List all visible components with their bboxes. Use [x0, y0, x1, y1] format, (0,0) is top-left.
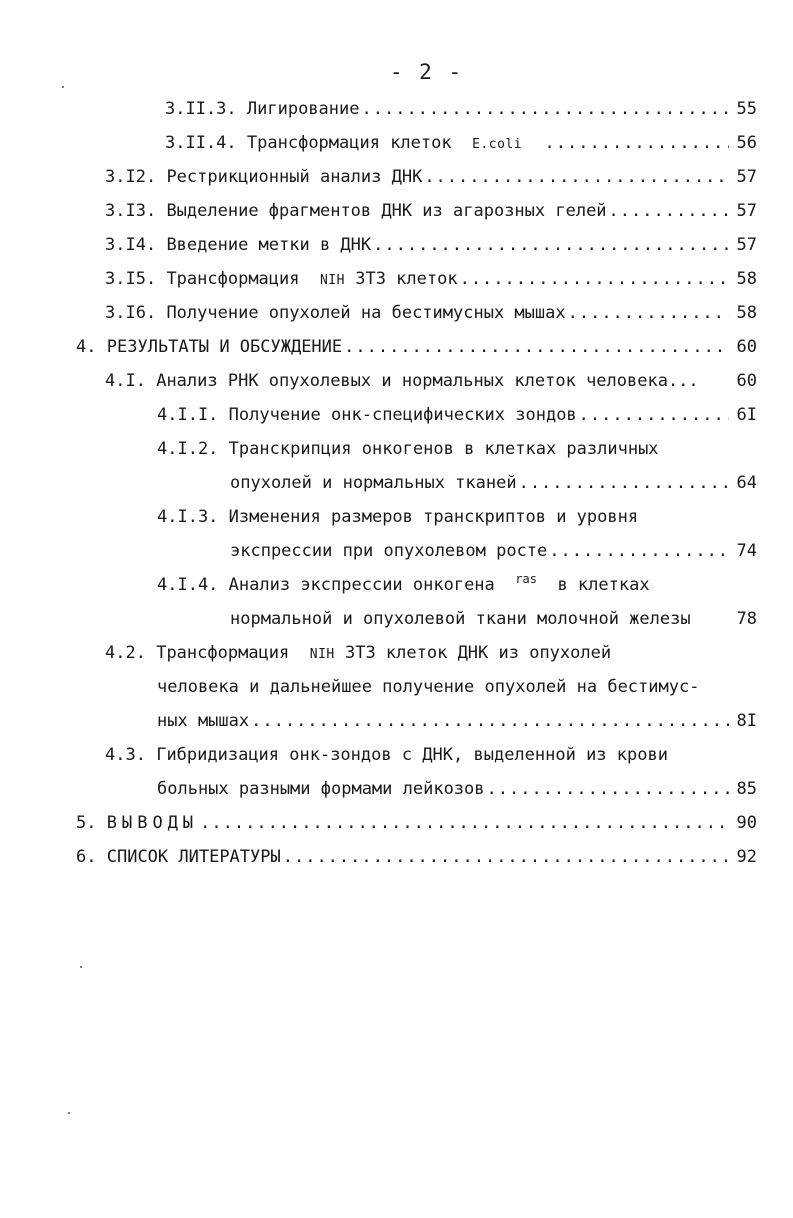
toc-entry [105, 160, 757, 194]
toc-entry [76, 840, 757, 874]
toc-leader [519, 466, 729, 500]
toc-title: ВЫВОДЫ [106, 813, 199, 833]
toc-title-cellline: NIH [309, 647, 335, 662]
toc-leader [344, 330, 728, 364]
toc-entry [76, 330, 757, 364]
toc-entry [105, 296, 757, 330]
toc-entry [157, 432, 757, 466]
toc-number: 4.I. [105, 371, 146, 391]
toc-title: Анализ РНК опухолевых и нормальных клеток человека... [156, 371, 699, 391]
toc-page: 78 [736, 609, 757, 629]
toc-number: 4.3. [105, 745, 146, 765]
scan-speck [62, 86, 64, 88]
toc-page: 74 [736, 541, 757, 561]
toc-title: Трансформация [156, 643, 290, 663]
toc-title: Трансформация клеток [246, 133, 452, 153]
toc-page: 90 [736, 813, 757, 833]
toc-number: 3.I3. [105, 201, 157, 221]
toc-page: 57 [736, 167, 757, 187]
toc-title: Транскрипция онкогенов в клетках различных [228, 439, 659, 459]
toc-title: СПИСОК ЛИТЕРАТУРЫ [106, 847, 281, 867]
toc-title: Изменения размеров транскриптов и уровня [228, 507, 639, 527]
toc-title-suffix: 3T3 клеток [355, 269, 458, 289]
toc-number: 3.I2. [105, 167, 157, 187]
toc-entry [76, 806, 757, 840]
toc-title: Получение опухолей на бестимусных мышах [166, 303, 566, 323]
toc-entry-continuation [157, 704, 757, 738]
toc-title-continuation: опухолей и нормальных тканей [230, 473, 517, 493]
toc-leader [283, 840, 729, 874]
toc-number: 4.2. [105, 643, 146, 663]
toc-number: 5. [76, 813, 97, 833]
toc-number: 6. [76, 847, 97, 867]
toc-title-continuation: ных мышах [157, 711, 250, 731]
toc-leader [609, 194, 729, 228]
toc-entry [165, 126, 757, 160]
toc-leader [373, 228, 728, 262]
toc-page: 60 [736, 337, 757, 357]
toc-title: Трансформация [166, 269, 300, 289]
toc-title-suffix: в клетках [557, 575, 650, 595]
toc-leader [424, 160, 728, 194]
toc-entry [157, 568, 757, 602]
toc-leader [549, 534, 728, 568]
toc-leader [362, 92, 729, 126]
toc-title: Анализ экспрессии онкогена [228, 575, 495, 595]
toc-entry [105, 738, 757, 772]
toc-title-continuation: нормальной и опухолевой ткани молочной железы [230, 609, 691, 629]
toc-page: 58 [736, 303, 757, 323]
toc-number: 3.I6. [105, 303, 157, 323]
toc-title: Гибридизация онк-зондов с ДНК, выделенной из крови [156, 745, 668, 765]
toc-page: 57 [736, 235, 757, 255]
scan-speck [80, 966, 82, 968]
toc-page: 85 [736, 779, 757, 799]
toc-page: 92 [736, 847, 757, 867]
toc-page: 55 [736, 99, 757, 119]
toc-title: Введение метки в ДНК [166, 235, 372, 255]
toc-title: Выделение фрагментов ДНК из агарозных гелей [166, 201, 607, 221]
toc-leader [545, 126, 729, 160]
toc-leader [251, 704, 728, 738]
toc-page: 58 [736, 269, 757, 289]
toc-title-species: E.coli [472, 137, 523, 152]
toc-leader [460, 262, 729, 296]
toc-number: 3.I4. [105, 235, 157, 255]
toc-entry-continuation [157, 772, 757, 806]
toc-entry-continuation [230, 602, 757, 636]
toc-entry [157, 500, 757, 534]
toc-leader [568, 296, 729, 330]
toc-entry-continuation [230, 534, 757, 568]
toc-number: 4.I.4. [157, 575, 219, 595]
toc-title-cellline: NIH [319, 273, 345, 288]
toc-entry [105, 636, 757, 670]
toc-leader [579, 398, 729, 432]
toc-title: РЕЗУЛЬТАТЫ И ОБСУЖДЕНИЕ [106, 337, 343, 357]
toc-number: 4.I.2. [157, 439, 219, 459]
page-number: - 2 - [389, 60, 464, 84]
toc-entry-continuation [230, 466, 757, 500]
toc-title: Лигирование [246, 99, 360, 119]
scan-speck [68, 1112, 70, 1114]
toc-entry [157, 398, 757, 432]
toc-title-suffix: 3T3 клеток ДНК из опухолей [344, 643, 612, 663]
toc-page: 60 [736, 371, 757, 391]
toc-title: Получение онк-специфических зондов [228, 405, 577, 425]
toc-page: 8I [736, 711, 757, 731]
toc-leader [487, 772, 729, 806]
toc-title-continuation: человека и дальнейшее получение опухолей на бестимус- [157, 677, 700, 697]
toc-page: 57 [736, 201, 757, 221]
toc-number: 4.I.I. [157, 405, 219, 425]
toc-entry [105, 194, 757, 228]
toc-page: 56 [736, 133, 757, 153]
toc-number: 3.II.3. [165, 99, 237, 119]
toc-entry [105, 364, 757, 398]
toc-number: 3.I5. [105, 269, 157, 289]
toc-title-gene: ras [515, 572, 537, 586]
toc-title-continuation: больных разными формами лейкозов [157, 779, 485, 799]
toc-leader [200, 806, 728, 840]
toc-number: 3.II.4. [165, 133, 237, 153]
toc-number: 4. [76, 337, 97, 357]
toc-number: 4.I.3. [157, 507, 219, 527]
toc-page: 6I [736, 405, 757, 425]
toc-entry [105, 228, 757, 262]
toc-entry [165, 92, 757, 126]
toc-title: Рестрикционный анализ ДНК [166, 167, 423, 187]
toc-page: 64 [736, 473, 757, 493]
toc-title-continuation: экспрессии при опухолевом росте [230, 541, 548, 561]
toc-entry [105, 262, 757, 296]
